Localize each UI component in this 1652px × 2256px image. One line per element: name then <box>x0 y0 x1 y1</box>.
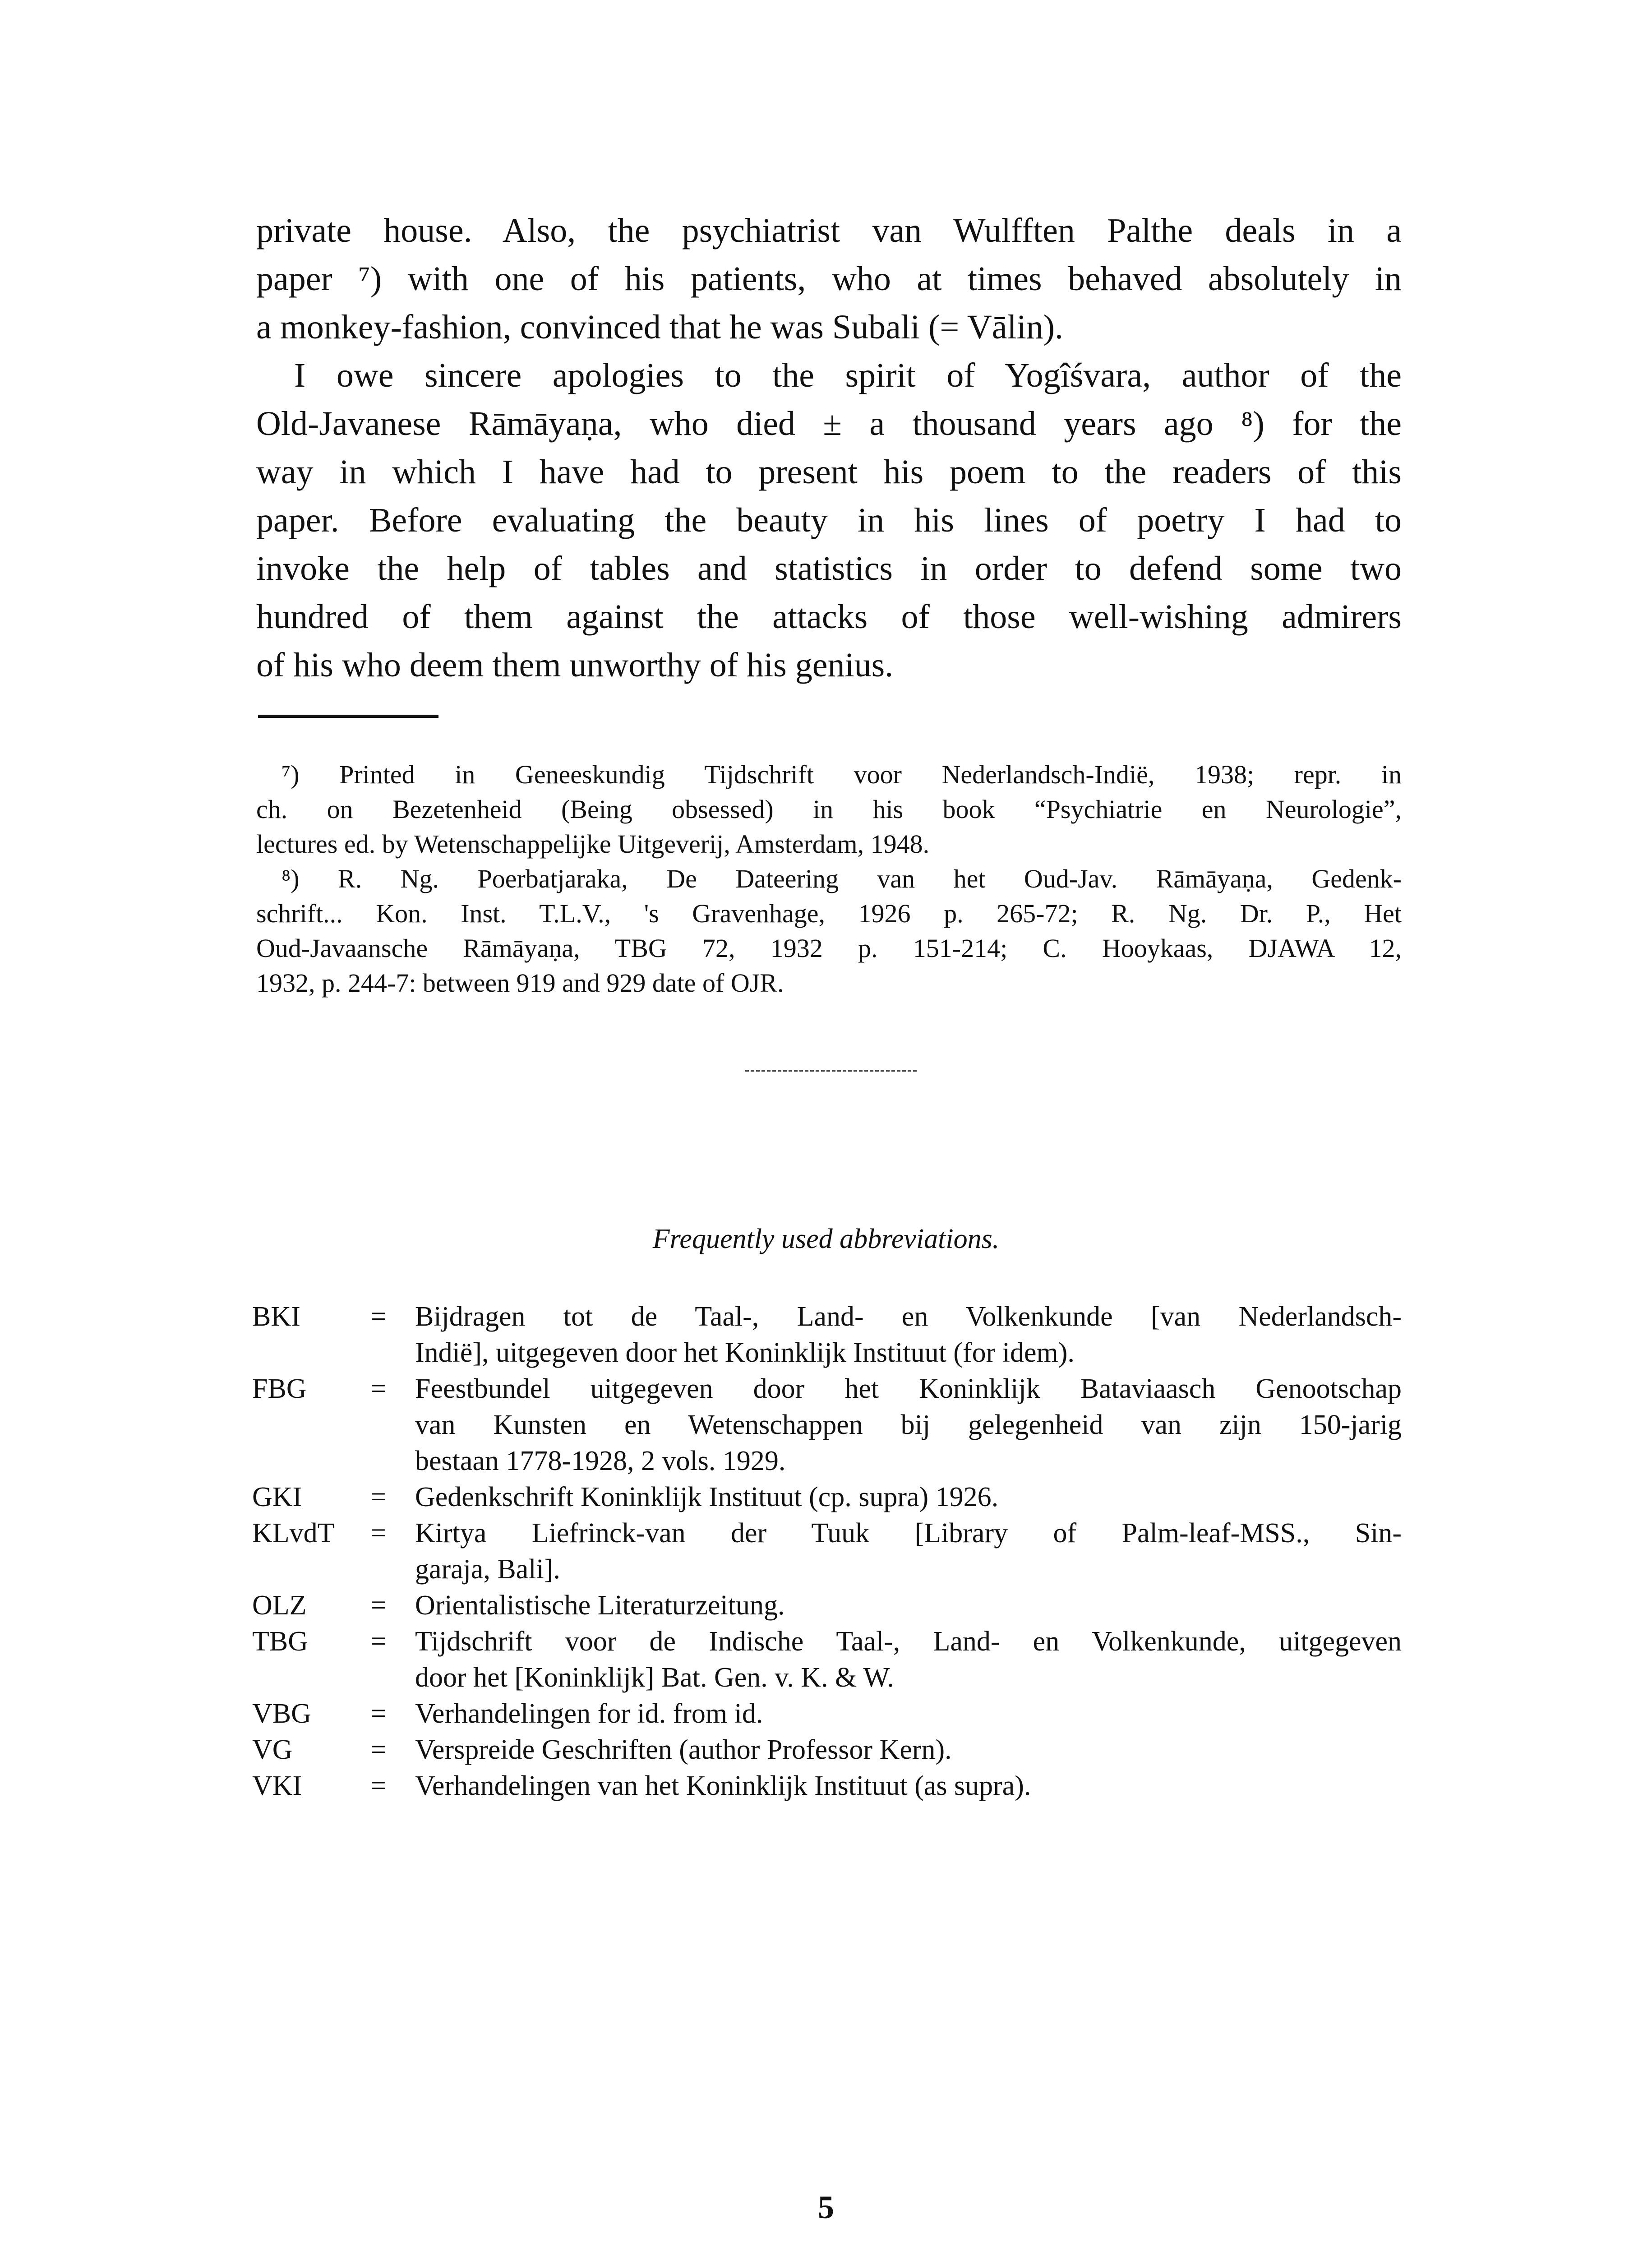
section-separator <box>745 1070 917 1072</box>
abbreviation-row <box>256 1335 1402 1371</box>
abbreviation-definition: Feestbundel uitgegeven door het Koninklijk Bataviaasch Genootschap <box>415 1373 1402 1404</box>
abbreviation-key: KLvdT <box>252 1518 335 1549</box>
abbreviation-definition: Tijdschrift voor de Indische Taal-, Land- en Volkenkunde, uitgegeven <box>415 1626 1402 1657</box>
abbreviation-row <box>252 1587 1402 1623</box>
abbreviation-definition: Gedenkschrift Koninklijk Instituut (cp. supra) 1926. <box>415 1482 999 1512</box>
abbreviation-row <box>256 1660 1402 1696</box>
abbreviation-row <box>252 1768 1402 1804</box>
abbreviation-definition: Kirtya Liefrinck-van der Tuuk [Library of Palm-leaf-MSS., Sin- <box>415 1518 1402 1549</box>
text-line: private house. Also, the psychiatrist van Wulfften Palthe deals in a <box>256 212 1402 250</box>
abbreviation-definition: Indië], uitgegeven door het Koninklijk Instituut (for idem). <box>415 1337 1075 1368</box>
abbreviation-definition: garaja, Bali]. <box>415 1554 560 1585</box>
footnote-line: ⁷) Printed in Geneeskundig Tijdschrift voor Nederlandsch-Indië, 1938; repr. in <box>281 760 1402 789</box>
body-text <box>256 207 1402 689</box>
footnote-divider <box>258 715 438 718</box>
equals-sign: = <box>370 1301 386 1332</box>
text-line: paper ⁷) with one of his patients, who at times behaved absolutely in <box>256 260 1402 298</box>
abbreviation-key: VBG <box>252 1698 311 1729</box>
abbreviation-row <box>256 1407 1402 1443</box>
equals-sign: = <box>370 1518 386 1549</box>
footnote-line: 1932, p. 244-7: between 919 and 929 date of OJR. <box>256 968 784 998</box>
footnote-line: ⁸) R. Ng. Poerbatjaraka, De Dateering van het Oud-Jav. Rāmāyaṇa, Gedenk- <box>281 864 1402 893</box>
text-line: way in which I have had to present his poem to the readers of this <box>256 453 1402 491</box>
footnote-line: ch. on Bezetenheid (Being obsessed) in his book “Psychiatrie en Neurologie”, <box>256 795 1402 824</box>
footnote-line: schrift... Kon. Inst. T.L.V., 's Gravenhage, 1926 p. 265-72; R. Ng. Dr. P., Het <box>256 899 1402 928</box>
abbreviation-row <box>256 1551 1402 1587</box>
abbreviation-definition: Bijdragen tot de Taal-, Land- en Volkenkunde [van Nederlandsch- <box>415 1301 1402 1332</box>
abbreviation-definition: Verhandelingen van het Koninklijk Instituut (as supra). <box>415 1771 1031 1801</box>
equals-sign: = <box>370 1771 386 1801</box>
abbreviation-entry <box>252 1515 1402 1587</box>
text-line: invoke the help of tables and statistics in order to defend some two <box>256 550 1402 587</box>
equals-sign: = <box>370 1626 386 1657</box>
text-line: of his who deem them unworthy of his genius. <box>256 646 894 684</box>
abbreviation-row <box>252 1623 1402 1660</box>
abbreviation-definition: door het [Koninklijk] Bat. Gen. v. K. & W. <box>415 1662 894 1693</box>
abbreviation-entry <box>252 1299 1402 1371</box>
page-number: 5 <box>818 2189 834 2225</box>
footnote-line: Oud-Javaansche Rāmāyaṇa, TBG 72, 1932 p. 151-214; C. Hooykaas, DJAWA 12, <box>256 934 1402 963</box>
abbreviation-key: GKI <box>252 1482 302 1512</box>
text-line: hundred of them against the attacks of those well-wishing admirers <box>256 598 1402 636</box>
abbreviation-definition: Verspreide Geschriften (author Professor Kern). <box>415 1734 952 1765</box>
equals-sign: = <box>370 1373 386 1404</box>
abbreviation-key: OLZ <box>252 1590 307 1621</box>
equals-sign: = <box>370 1734 386 1765</box>
abbreviation-row <box>252 1515 1402 1551</box>
abbreviation-row <box>252 1299 1402 1335</box>
footnote-line: lectures ed. by Wetenschappelijke Uitgeverij, Amsterdam, 1948. <box>256 829 930 859</box>
abbreviation-key: VG <box>252 1734 293 1765</box>
abbreviations-heading: Frequently used abbreviations. <box>652 1224 1000 1254</box>
abbreviation-key: BKI <box>252 1301 300 1332</box>
equals-sign: = <box>370 1482 386 1512</box>
text-line: paper. Before evaluating the beauty in his lines of poetry I had to <box>256 501 1402 539</box>
abbreviation-definition: van Kunsten en Wetenschappen bij gelegenheid van zijn 150-jarig <box>415 1410 1402 1440</box>
abbreviation-definition: Verhandelingen for id. from id. <box>415 1698 763 1729</box>
abbreviation-entry <box>252 1371 1402 1479</box>
abbreviation-key: FBG <box>252 1373 307 1404</box>
text-line: I owe sincere apologies to the spirit of Yogîśvara, author of the <box>294 356 1402 394</box>
abbreviation-definition: bestaan 1778-1928, 2 vols. 1929. <box>415 1446 786 1476</box>
abbreviation-row <box>256 1443 1402 1479</box>
abbreviations-list <box>252 1299 1402 1804</box>
text-line: a monkey-fashion, convinced that he was Subali (= Vālin). <box>256 308 1064 346</box>
abbreviation-definition: Orientalistische Literaturzeitung. <box>415 1590 785 1621</box>
abbreviation-key: VKI <box>252 1771 302 1801</box>
equals-sign: = <box>370 1698 386 1729</box>
abbreviation-entry <box>252 1623 1402 1696</box>
equals-sign: = <box>370 1590 386 1621</box>
abbreviation-row <box>252 1479 1402 1515</box>
abbreviation-row <box>252 1371 1402 1407</box>
abbreviation-entry <box>252 1479 1402 1515</box>
abbreviation-entry <box>252 1732 1402 1768</box>
text-line: Old-Javanese Rāmāyaṇa, who died ± a thousand years ago ⁸) for the <box>256 405 1402 443</box>
abbreviation-entry <box>252 1696 1402 1732</box>
abbreviation-key: TBG <box>252 1626 308 1657</box>
abbreviation-entry <box>252 1587 1402 1623</box>
abbreviation-row <box>252 1732 1402 1768</box>
abbreviation-row <box>252 1696 1402 1732</box>
footnotes <box>256 757 1402 1000</box>
abbreviation-entry <box>252 1768 1402 1804</box>
